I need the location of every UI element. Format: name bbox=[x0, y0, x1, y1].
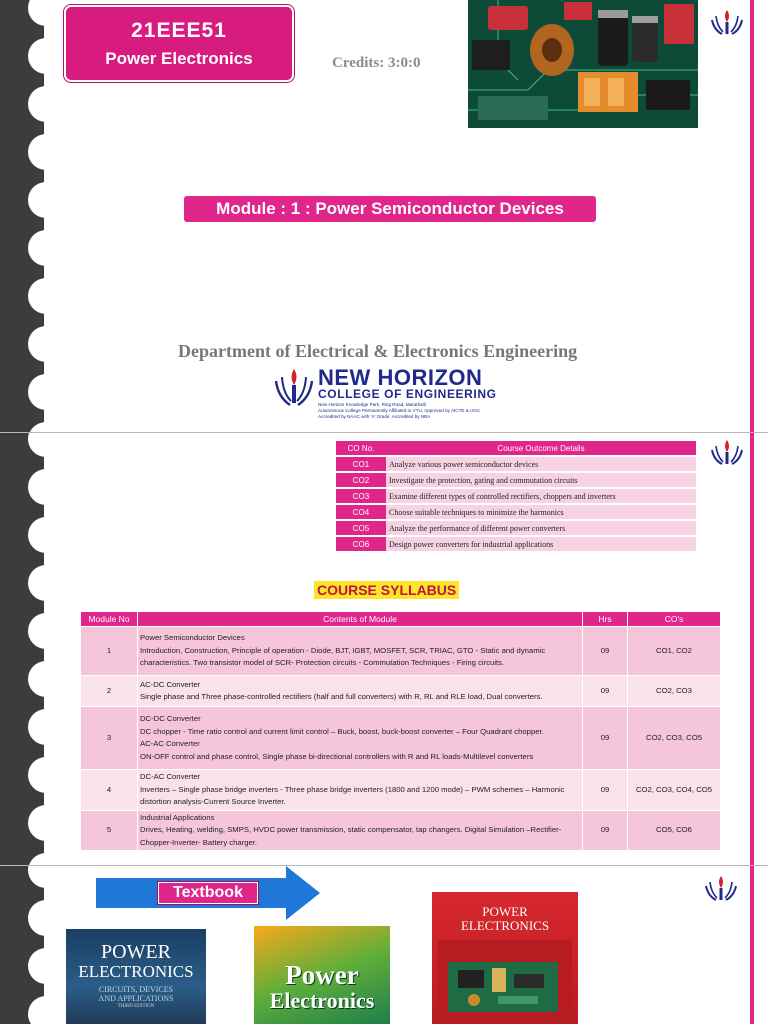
credits-text: Credits: 3:0:0 bbox=[332, 55, 421, 71]
college-emblem-icon bbox=[708, 438, 746, 466]
department-name: Department of Electrical & Electronics Engineering bbox=[178, 341, 578, 361]
module-cos: CO2, CO3, CO4, CO5 bbox=[628, 770, 720, 810]
college-emblem-icon bbox=[708, 8, 746, 36]
syllabus-header-cos: CO's bbox=[628, 612, 720, 626]
co-row bbox=[336, 505, 696, 519]
module-no: 1 bbox=[81, 627, 137, 675]
module-cos: CO5, CO6 bbox=[628, 811, 720, 851]
module-details: DC chopper - Time ratio control and current limit control – Buck, boost, buck-boost converter – Four Quadrant chopper. bbox=[140, 726, 544, 736]
module-details: Drives, Heating, welding, SMPS, HVDC power transmission, static compensator, tap changers. Digital Simulation –Rectifier-Chopper-Inverter- Battery charger. bbox=[140, 825, 562, 847]
module-hrs: 09 bbox=[583, 770, 627, 810]
syllabus-row bbox=[81, 676, 720, 706]
module-contents bbox=[138, 707, 582, 769]
module-topic: AC-AC Converter bbox=[140, 739, 200, 748]
logo-affiliation: Autonomous College Permanently Affiliated to VTU, Approved by AICTE & UGC bbox=[318, 408, 481, 413]
logo-accreditation: Accredited by NAAC with 'A' Grade, Accredited by NBA bbox=[318, 414, 431, 419]
module-topic: Industrial Applications bbox=[140, 812, 215, 822]
slide-title bbox=[0, 0, 768, 432]
college-emblem-icon bbox=[702, 874, 740, 902]
pink-side-bar bbox=[750, 433, 754, 865]
pink-side-bar bbox=[750, 866, 754, 1024]
co-header-detail: Course Outcome Details bbox=[386, 441, 696, 455]
co-row bbox=[336, 537, 696, 551]
co-header-no: CO No. bbox=[336, 441, 386, 455]
logo-emblem-icon bbox=[272, 367, 316, 407]
module-hrs: 09 bbox=[583, 627, 627, 675]
module-cos: CO2, CO3 bbox=[628, 676, 720, 706]
co-detail: Investigate the protection, gating and commutation circuits bbox=[386, 473, 696, 487]
co-detail: Choose suitable techniques to minimize the harmonics bbox=[386, 505, 696, 519]
co-table-header bbox=[336, 441, 696, 455]
co-id: CO3 bbox=[336, 489, 386, 503]
module-details: Introduction, Construction, Principle of operation - Diode, BJT, IGBT, MOSFET, SCR, TRIAC, GTO - Static and dynamic characteristics. Two transistor model of SCR- Protection circuits - Commutation Techniques - Firing circuits. bbox=[140, 645, 546, 668]
co-id: CO1 bbox=[336, 457, 386, 471]
logo-name-text: NEW HORIZON bbox=[318, 365, 483, 390]
syllabus-row bbox=[81, 811, 720, 851]
module-contents bbox=[138, 770, 582, 810]
module-contents bbox=[138, 811, 582, 851]
slide-textbook bbox=[0, 866, 768, 1024]
module-no: 3 bbox=[81, 707, 137, 769]
course-outcome-table bbox=[336, 439, 696, 553]
module-no: 2 bbox=[81, 676, 137, 706]
syllabus-header-module: Module No bbox=[81, 612, 137, 626]
module-title-banner: Module : 1 : Power Semiconductor Devices bbox=[184, 196, 596, 222]
module-topic: DC-AC Converter bbox=[140, 772, 201, 781]
scalloped-border-left bbox=[0, 0, 44, 432]
co-row bbox=[336, 473, 696, 487]
co-row bbox=[336, 457, 696, 471]
co-id: CO2 bbox=[336, 473, 386, 487]
module-hrs: 09 bbox=[583, 676, 627, 706]
module-topic: DC-DC Converter bbox=[140, 714, 201, 723]
co-row bbox=[336, 489, 696, 503]
module-details: Single phase and Three phase-controlled rectifiers (half and full converters) with R, RL and RLE load, Dual converters. bbox=[140, 692, 543, 701]
scalloped-border-left bbox=[0, 866, 44, 1024]
circuit-board-illustration bbox=[438, 940, 572, 1020]
course-code: 21EEE51 bbox=[131, 19, 227, 42]
scalloped-border-left bbox=[0, 433, 44, 865]
module-hrs: 09 bbox=[583, 811, 627, 851]
slide-outcomes-syllabus bbox=[0, 433, 768, 865]
module-no: 5 bbox=[81, 811, 137, 851]
co-detail: Analyze the performance of different power converters bbox=[386, 521, 696, 535]
syllabus-table-header bbox=[81, 612, 720, 626]
co-detail: Analyze various power semiconductor devices bbox=[386, 457, 696, 471]
module-details: Inverters – Single phase bridge inverters - Three phase bridge inverters (1800 and 1200 mode) – PWM schemes – Harmonic distortion analysis-Current Source Inverter. bbox=[140, 784, 565, 806]
module-cos: CO2, CO3, CO5 bbox=[628, 707, 720, 769]
book-cover: Power Electronics bbox=[254, 926, 390, 1024]
logo-college-text: COLLEGE OF ENGINEERING bbox=[318, 387, 497, 401]
co-id: CO4 bbox=[336, 505, 386, 519]
co-row bbox=[336, 521, 696, 535]
syllabus-table bbox=[80, 611, 721, 851]
module-no: 4 bbox=[81, 770, 137, 810]
circuit-board-photo bbox=[468, 0, 698, 128]
co-detail: Design power converters for industrial applications bbox=[386, 537, 696, 551]
module-details: ON-OFF control and phase control, Single phase bi-directional controllers with R and RL loads-Multilevel converters bbox=[140, 751, 534, 761]
syllabus-row bbox=[81, 707, 720, 769]
module-topic: AC-DC Converter bbox=[140, 679, 201, 689]
module-topic: Power Semiconductor Devices bbox=[140, 633, 245, 643]
syllabus-header-hrs: Hrs bbox=[583, 612, 627, 626]
co-id: CO6 bbox=[336, 537, 386, 551]
module-contents bbox=[138, 627, 582, 675]
course-title-card bbox=[64, 5, 294, 82]
co-id: CO5 bbox=[336, 521, 386, 535]
pink-side-bar bbox=[750, 0, 754, 432]
logo-address: New Horizon Knowledge Park, Ring Road, Marathalli bbox=[318, 402, 426, 407]
college-logo bbox=[272, 365, 522, 421]
syllabus-row bbox=[81, 770, 720, 810]
course-name: Power Electronics bbox=[105, 49, 253, 68]
book-cover: POWER ELECTRONICS bbox=[432, 892, 578, 1024]
syllabus-heading: COURSE SYLLABUS bbox=[314, 581, 459, 599]
module-hrs: 09 bbox=[583, 707, 627, 769]
book-cover: POWER ELECTRONICS CIRCUITS, DEVICES AND APPLICATIONS THIRD EDITION bbox=[66, 929, 206, 1024]
syllabus-row bbox=[81, 627, 720, 675]
module-contents bbox=[138, 676, 582, 706]
module-cos: CO1, CO2 bbox=[628, 627, 720, 675]
syllabus-header-contents: Contents of Module bbox=[138, 612, 582, 626]
co-detail: Examine different types of controlled rectifiers, choppers and inverters bbox=[386, 489, 696, 503]
textbook-label: Textbook bbox=[158, 882, 258, 904]
